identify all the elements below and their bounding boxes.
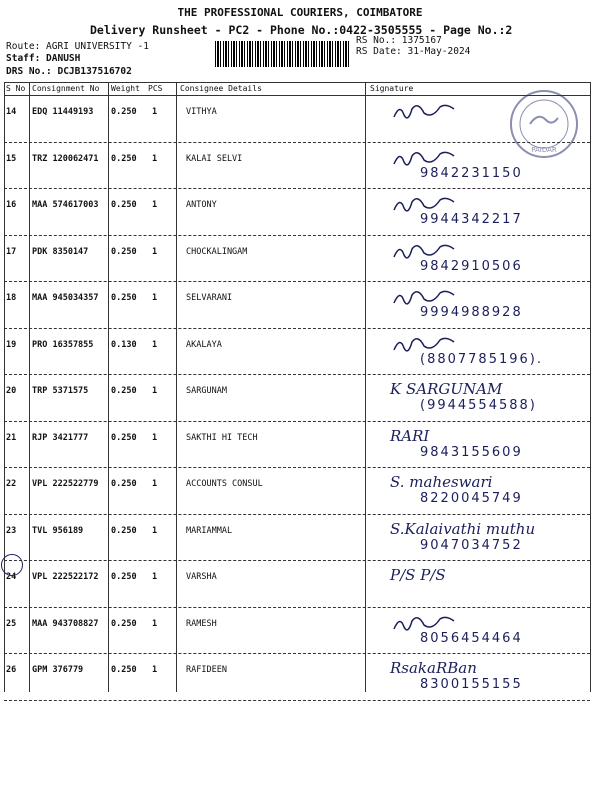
col-divider [176,82,177,692]
signature-name: S.Kalaivathi muthu [390,519,536,538]
row-consignee: SARGUNAM [186,386,227,396]
row-weight: 0.250 [111,432,137,443]
row-divider [4,142,590,143]
row-sno: 25 [6,618,17,629]
row-weight: 0.250 [111,107,137,117]
table-top-border [4,82,590,83]
company-title: THE PROFESSIONAL COURIERS, COIMBATORE [177,6,423,19]
row-consignment: PDK 8350147 [32,246,89,257]
row-pcs: 1 [152,479,158,489]
row-pcs: 1 [152,246,158,257]
row-weight: 0.250 [111,525,137,536]
signature-name: P/S P/S [390,566,446,584]
row-pcs: 1 [152,293,158,303]
drs-number: DRS No.: DCJB137516702 [6,66,132,77]
table-header-border [4,95,590,96]
row-weight: 0.250 [111,246,137,257]
row-consignee: ACCOUNTS CONSUL [186,479,263,489]
col-divider [590,82,591,692]
row-pcs: 1 [152,339,158,350]
row-weight: 0.250 [111,386,137,396]
col-divider [29,82,30,692]
row-pcs: 1 [152,572,158,582]
row-weight: 0.250 [111,200,137,210]
row-weight: 0.130 [111,339,137,350]
row-divider [4,653,590,654]
row-pcs: 1 [152,107,158,117]
row-sno: 24 [6,572,17,582]
row-divider [4,374,590,375]
row-consignee: RAFIDEEN [186,665,227,675]
row-divider [4,560,590,561]
row-weight: 0.250 [111,153,137,164]
signature-scribble [392,101,472,123]
row-consignment: PRO 16357855 [32,339,94,350]
row-sno: 23 [6,525,17,536]
row-consignment: TVL 956189 [32,525,84,536]
signature-phone: 8300155155 [420,677,523,692]
company-stamp [508,88,580,160]
row-weight: 0.250 [111,293,137,303]
row-sno: 16 [6,200,17,210]
row-consignee: AKALAYA [186,339,222,350]
row-sno: 17 [6,246,17,257]
col-header-weight: Weight [111,84,140,93]
row-consignment: MAA 943708827 [32,618,99,629]
col-header-pcs: PCS [148,84,163,93]
row-consignment: VPL 222522779 [32,479,99,489]
row-pcs: 1 [152,386,158,396]
row-sno: 14 [6,107,17,117]
stamp-text: PAIDAR [531,146,557,154]
row-weight: 0.250 [111,572,137,582]
col-header-sno: S No [6,84,26,93]
row-consignee: RAMESH [186,618,217,629]
row-pcs: 1 [152,665,158,675]
signature-phone: (8807785196). [420,351,543,367]
row-consignment: TRZ 120062471 [32,153,99,164]
signature-name: K SARGUNAM [390,380,503,398]
signature-phone: 8056454464 [420,630,523,646]
row-consignment: TRP 5371575 [32,386,89,396]
row-consignee: VITHYA [186,107,217,117]
row-sno: 15 [6,153,17,164]
row-consignee: KALAI SELVI [186,153,243,164]
row-weight: 0.250 [111,479,137,489]
row-pcs: 1 [152,618,158,629]
col-header-consignment: Consignment No [32,84,100,93]
row-sno: 22 [6,479,17,489]
signature-name: RsakaRBan [390,659,477,677]
row-divider [4,281,590,282]
row-consignment: RJP 3421777 [32,432,89,443]
row-consignment: GPM 376779 [32,665,84,675]
row-consignee: ANTONY [186,200,217,210]
row-pcs: 1 [152,153,158,164]
signature-phone: 9842910506 [420,258,523,274]
barcode [215,41,349,67]
rs-date: RS Date: 31-May-2024 [356,46,471,57]
row-sno: 18 [6,293,17,303]
row-divider [4,328,590,329]
col-divider [4,82,5,692]
row-consignee: CHOCKALINGAM [186,246,248,257]
signature-phone: 9944342217 [420,212,523,227]
row-divider [4,700,590,701]
row-pcs: 1 [152,432,158,443]
row-consignment: EDQ 11449193 [32,107,94,117]
signature-phone: 9047034752 [420,537,523,553]
col-header-consignee: Consignee Details [180,84,262,93]
signature-phone: 8220045749 [420,491,523,506]
runsheet-subtitle: Delivery Runsheet - PC2 - Phone No.:0422-3505555 - Page No.:2 [90,23,513,37]
signature-phone: 9843155609 [420,444,523,460]
staff-label: Staff: DANUSH [6,53,81,64]
row-divider [4,235,590,236]
route-label: Route: AGRI UNIVERSITY -1 [6,41,149,52]
row-sno: 21 [6,432,17,443]
col-divider [108,82,109,692]
row-consignee: SAKTHI HI TECH [186,432,258,443]
signature-phone: (9944554588) [420,398,537,413]
row-consignment: MAA 574617003 [32,200,99,210]
signature-phone: 9842231150 [420,165,523,181]
col-divider [365,82,366,692]
handwritten-circle [1,554,23,576]
row-consignee: SELVARANI [186,293,233,303]
row-weight: 0.250 [111,665,137,675]
row-consignment: VPL 222522172 [32,572,99,582]
row-pcs: 1 [152,525,158,536]
row-sno: 20 [6,386,17,396]
row-divider [4,607,590,608]
row-divider [4,514,590,515]
rs-number: RS No.: 1375167 [356,35,442,46]
signature-phone: 9994988928 [420,305,523,320]
row-consignment: MAA 945034357 [32,293,99,303]
row-sno: 26 [6,665,17,675]
signature-name: S. maheswari [390,473,493,491]
row-consignee: VARSHA [186,572,217,582]
row-divider [4,467,590,468]
col-header-signature: Signature [370,84,414,93]
row-pcs: 1 [152,200,158,210]
row-consignee: MARIAMMAL [186,525,233,536]
row-weight: 0.250 [111,618,137,629]
row-sno: 19 [6,339,17,350]
row-divider [4,188,590,189]
signature-name: RARI [390,426,430,445]
row-divider [4,421,590,422]
